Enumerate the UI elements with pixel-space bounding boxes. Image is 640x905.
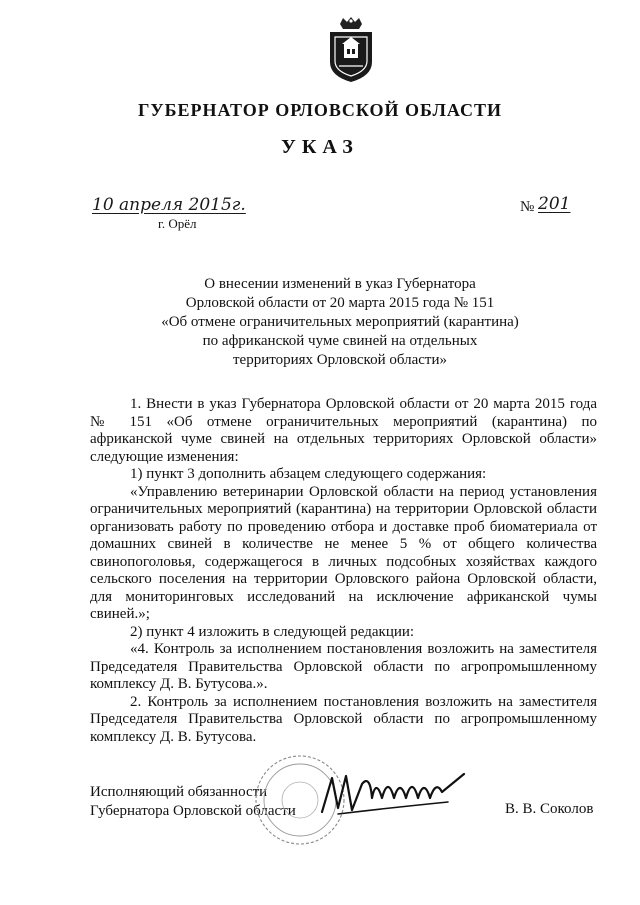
signatory-title-line: Губернатора Орловской области bbox=[90, 803, 296, 819]
paragraph-item-1: 1. Внести в указ Губернатора Орловской области от 20 марта 2015 года № 151 «Об отмене ограничительных мероприятий (карантина) по африканской чуме свиней на отдельных территориях Орловской области» следующие изменения: bbox=[90, 396, 597, 465]
paragraph-quote-1: «Управлению ветеринарии Орловской области на период установления ограничительных мероприятий (карантина) на территории Орловской области организовать работу по проведению отбора и доставке проб биоматериала от домашних свиней в количестве не менее 5 % от общего количества свинопоголовья, содержащегося в личных подсобных хозяйствах каждого сельского поселения на территории Орловского района Орловской области, для мониторинговых исследований на исключение африканской чумы свиней.»; bbox=[90, 483, 597, 622]
subject-line: по африканской чуме свиней на отдельных bbox=[202, 333, 478, 349]
decree-subject bbox=[140, 275, 540, 370]
governor-heading: ГУБЕРНАТОР ОРЛОВСКОЙ ОБЛАСТИ bbox=[137, 100, 503, 120]
paragraph-quote-2: «4. Контроль за исполнением постановления возложить на заместителя Председателя Правительства Орловской области по агропромышленному комплексу Д. В. Бутусова.». bbox=[90, 641, 597, 692]
city-label: г. Орёл bbox=[158, 216, 197, 231]
subject-line: территориях Орловской области» bbox=[233, 352, 447, 368]
handwritten-number: 201 bbox=[538, 194, 571, 214]
coat-of-arms-icon bbox=[326, 16, 376, 84]
paragraph-item-2: 2. Контроль за исполнением постановления возложить на заместителя Председателя Правительства Орловской области по агропромышленному комплексу Д. В. Бутусова. bbox=[90, 693, 597, 745]
document-type: УКАЗ bbox=[281, 136, 359, 158]
subject-line: О внесении изменений в указ Губернатора bbox=[204, 276, 476, 292]
decree-body bbox=[90, 396, 597, 746]
handwritten-signature bbox=[318, 768, 470, 820]
signatory-title-line: Исполняющий обязанности bbox=[90, 784, 268, 800]
paragraph-subitem-2: 2) пункт 4 изложить в следующей редакции: bbox=[130, 623, 415, 640]
handwritten-date: 10 апреля 2015г. bbox=[92, 195, 246, 215]
subject-line: Орловской области от 20 марта 2015 года № 151 bbox=[185, 295, 495, 311]
signatory-name: В. В. Соколов bbox=[505, 801, 594, 817]
number-label: № bbox=[520, 199, 535, 215]
subject-line: «Об отмене ограничительных мероприятий (карантина) bbox=[161, 314, 519, 330]
paragraph-subitem-1: 1) пункт 3 дополнить абзацем следующего содержания: bbox=[130, 466, 487, 482]
